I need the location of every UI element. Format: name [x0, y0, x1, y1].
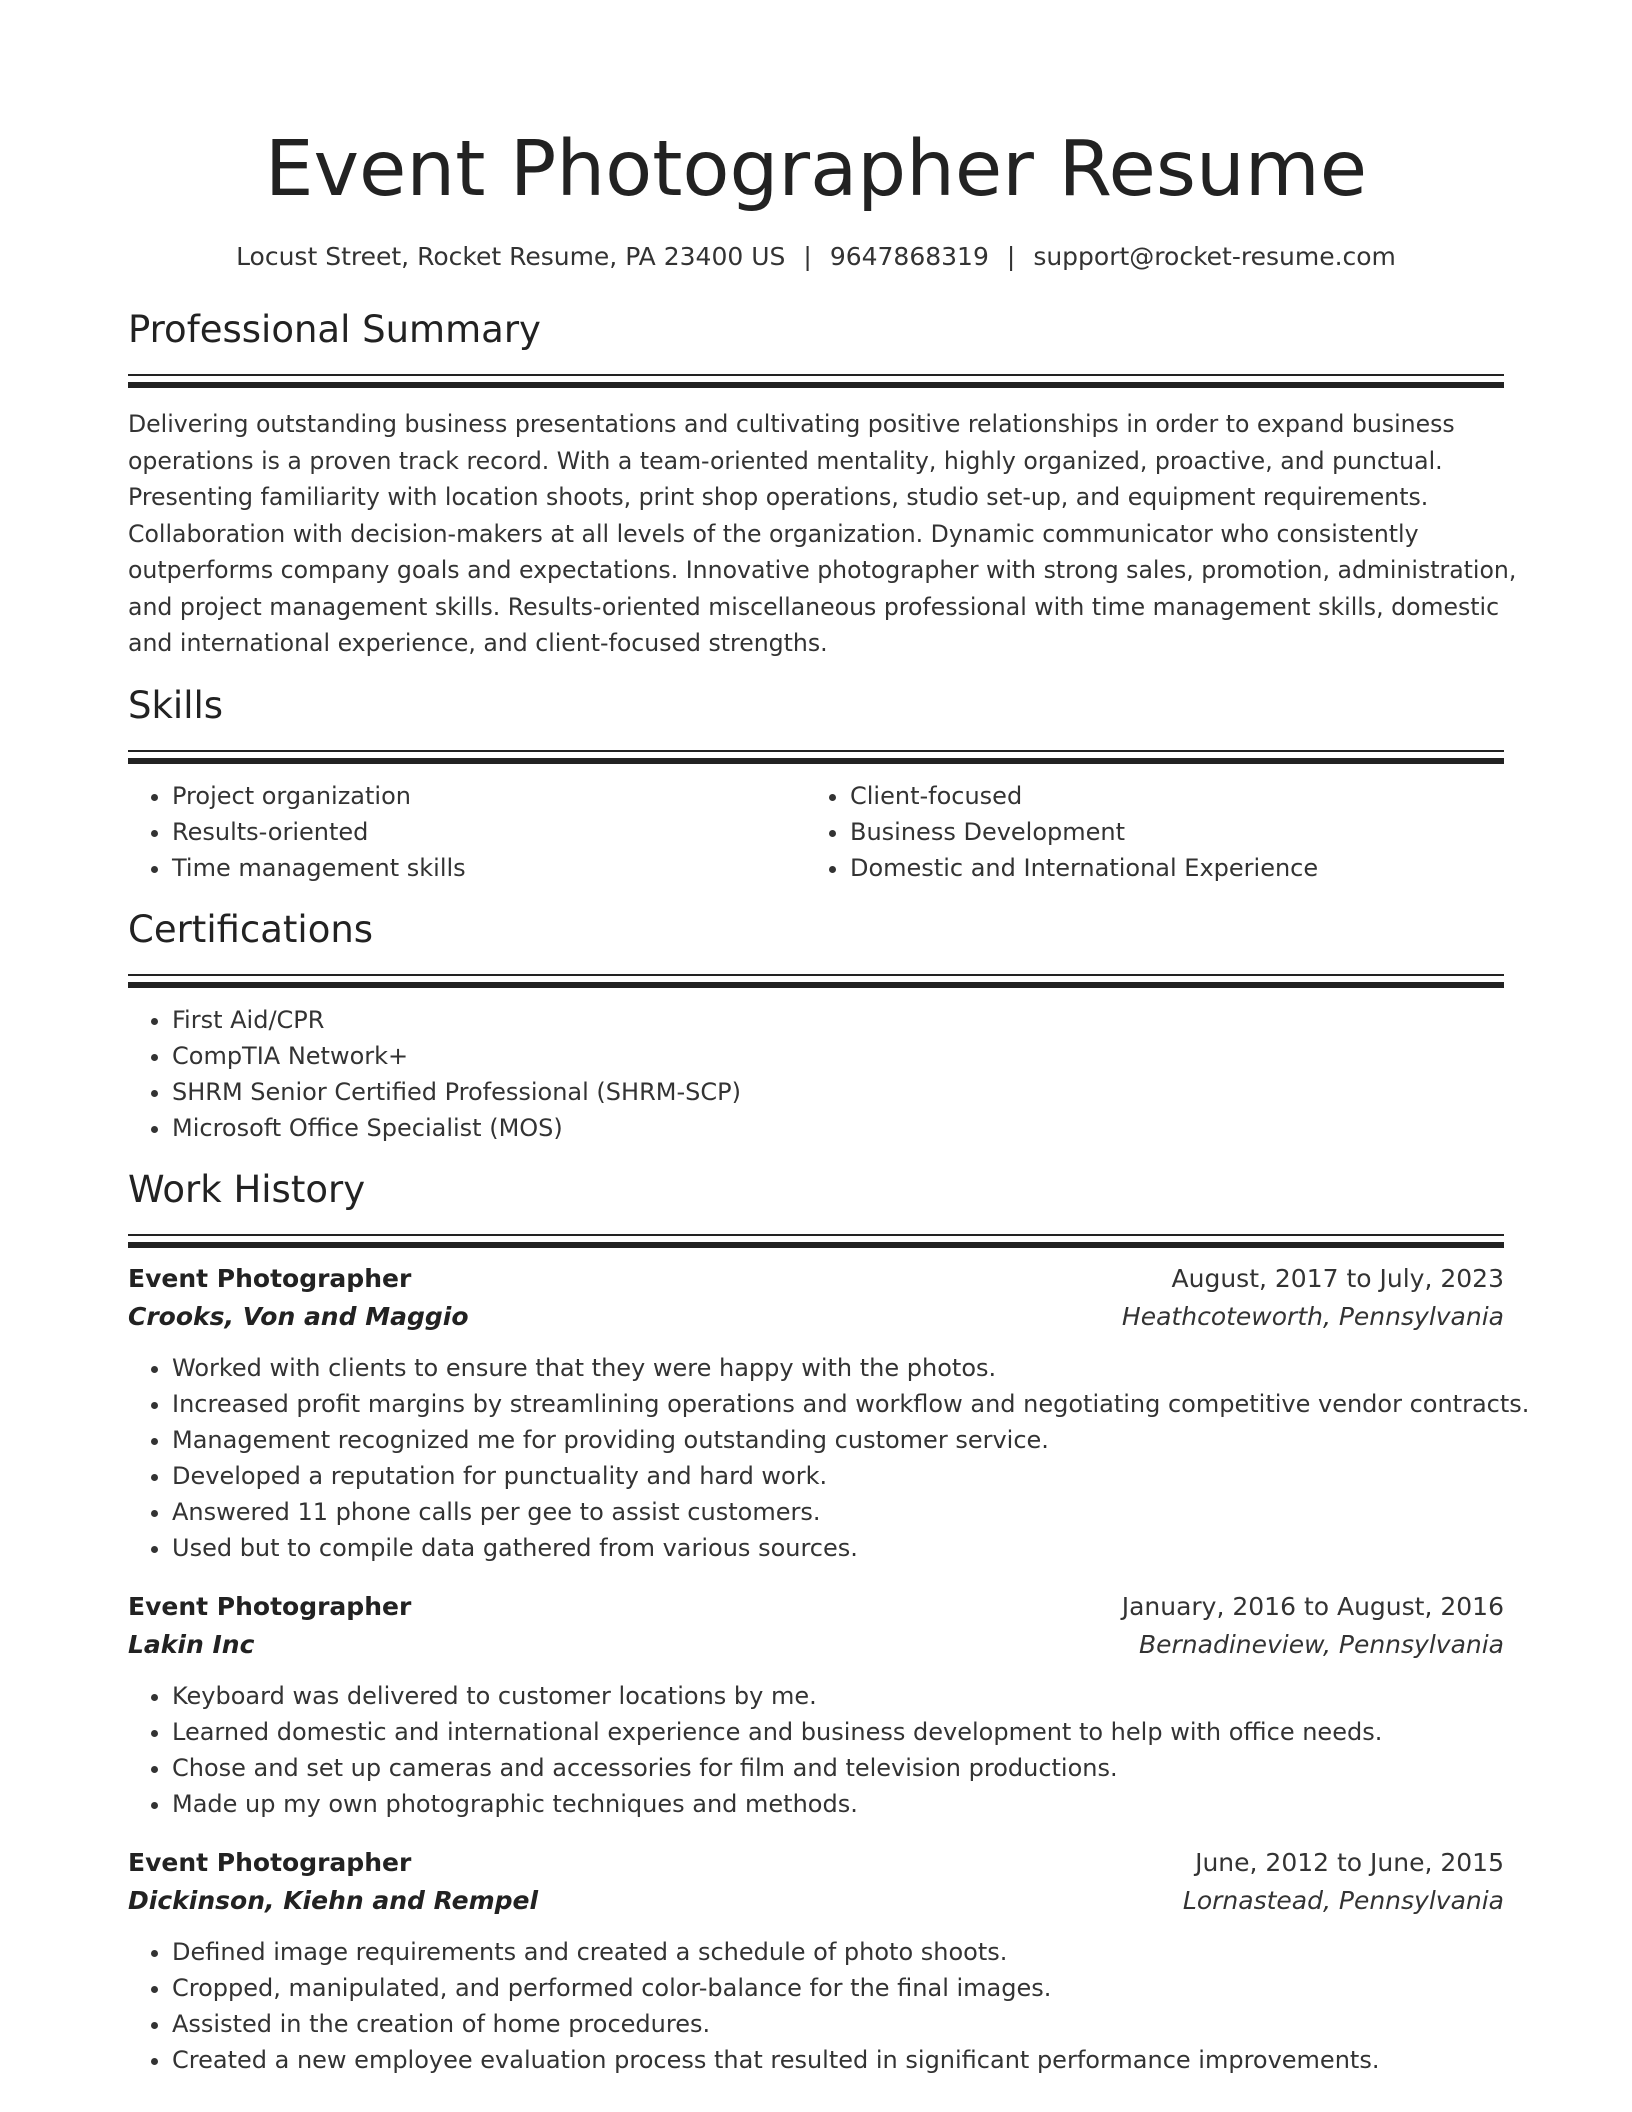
work-history-section	[128, 1166, 1530, 2078]
job-dates: August, 2017 to July, 2023	[1171, 1263, 1504, 1293]
certification-item: • Microsoft Office Specialist (MOS)	[172, 1110, 1504, 1146]
job-subheader	[128, 1298, 1504, 1336]
job-dates: June, 2012 to June, 2015	[1195, 1847, 1504, 1877]
job-header	[128, 1588, 1504, 1626]
job-dates: January, 2016 to August, 2016	[1121, 1591, 1504, 1621]
job-bullets	[128, 1934, 1504, 2078]
job-bullet: • Cropped, manipulated, and performed color-balance for the final images.	[172, 1970, 1504, 2006]
job-header	[128, 1260, 1504, 1298]
job-bullet: • Developed a reputation for punctuality and hard work.	[172, 1458, 1504, 1494]
job-company: Crooks, Von and Maggio	[128, 1301, 469, 1331]
skills-section	[128, 682, 1504, 886]
summary-section	[128, 306, 1517, 662]
skill-item: • Business Development	[850, 814, 1484, 850]
job-bullet: • Management recognized me for providing outstanding customer service.	[172, 1422, 1504, 1458]
job-bullet: • Answered 11 phone calls per gee to assist customers.	[172, 1494, 1504, 1530]
job-location: Lornastead, Pennsylvania	[1182, 1885, 1504, 1915]
summary-line: and project management skills. Results-oriented miscellaneous professional with time management skills, domestic	[128, 592, 1500, 621]
job-subheader	[128, 1626, 1504, 1664]
certifications-section	[128, 906, 1504, 1146]
job-location: Bernadineview, Pennsylvania	[1138, 1629, 1504, 1659]
skills-list-right	[806, 778, 1484, 886]
job-title: Event Photographer	[128, 1847, 412, 1877]
summary-line: Delivering outstanding business presentations and cultivating positive relationships in order to expand business	[128, 410, 1455, 438]
contact-separator: |	[803, 242, 812, 271]
skill-item: • Client-focused	[850, 778, 1484, 814]
summary-line: and international experience, and client-focused strengths.	[128, 629, 828, 657]
job-bullet: • Made up my own photographic techniques and methods.	[172, 1786, 1504, 1822]
job-bullets	[128, 1350, 1530, 1566]
resume-page	[128, 0, 1530, 2078]
section-title-summary: Professional Summary	[128, 308, 541, 351]
section-divider	[128, 374, 1504, 388]
job-entry	[128, 1260, 1530, 1566]
contact-email: support@rocket-resume.com	[1033, 242, 1396, 271]
job-subheader	[128, 1882, 1504, 1920]
job-header	[128, 1844, 1504, 1882]
section-title-skills: Skills	[128, 683, 224, 727]
contact-line	[128, 240, 1504, 274]
contact-address: Locust Street, Rocket Resume, PA 23400 US	[236, 242, 786, 271]
job-bullet: • Keyboard was delivered to customer locations by me.	[172, 1678, 1504, 1714]
certification-item: • CompTIA Network+	[172, 1038, 1504, 1074]
job-bullet: • Used but to compile data gathered from various sources.	[172, 1530, 1504, 1566]
job-bullet: • Chose and set up cameras and accessories for film and television productions.	[172, 1750, 1504, 1786]
job-location: Heathcoteworth, Pennsylvania	[1121, 1301, 1504, 1331]
skill-item: • Domestic and International Experience	[850, 850, 1484, 886]
summary-line: operations is a proven track record. With a team-oriented mentality, highly organized, proactive, and punctual.	[128, 446, 1443, 475]
resume-title: Event Photographer Resume	[264, 125, 1368, 214]
job-title: Event Photographer	[128, 1591, 412, 1621]
job-title: Event Photographer	[128, 1263, 412, 1293]
summary-text	[128, 406, 1517, 662]
job-bullets	[128, 1678, 1504, 1822]
contact-phone: 9647868319	[829, 242, 989, 271]
skill-item: • Time management skills	[172, 850, 806, 886]
job-bullet: • Assisted in the creation of home procedures.	[172, 2006, 1504, 2042]
job-bullet: • Defined image requirements and created a schedule of photo shoots.	[172, 1934, 1504, 1970]
summary-line: Collaboration with decision-makers at all levels of the organization. Dynamic communicator who consistently	[128, 519, 1419, 548]
section-divider	[128, 1234, 1504, 1248]
certification-item: • SHRM Senior Certified Professional (SHRM-SCP)	[172, 1074, 1504, 1110]
section-title-certifications: Certifications	[128, 907, 374, 951]
skill-item: • Results-oriented	[172, 814, 806, 850]
certifications-list	[128, 1002, 1504, 1146]
summary-line: outperforms company goals and expectations. Innovative photographer with strong sales, promotion, administration,	[128, 556, 1517, 584]
skills-grid	[128, 778, 1504, 886]
certification-item: • First Aid/CPR	[172, 1002, 1504, 1038]
job-bullet: • Worked with clients to ensure that they were happy with the photos.	[172, 1350, 1504, 1386]
skill-item: • Project organization	[172, 778, 806, 814]
job-bullet: • Increased profit margins by streamlining operations and workflow and negotiating competitive vendor contracts.	[172, 1386, 1504, 1422]
job-bullet: • Created a new employee evaluation process that resulted in significant performance improvements.	[172, 2042, 1504, 2078]
summary-line: Presenting familiarity with location shoots, print shop operations, studio set-up, and equipment requirements.	[128, 483, 1429, 511]
job-company: Dickinson, Kiehn and Rempel	[128, 1885, 539, 1915]
section-title-work-history: Work History	[128, 1167, 366, 1211]
section-divider	[128, 750, 1504, 764]
job-bullet: • Learned domestic and international experience and business development to help with office needs.	[172, 1714, 1504, 1750]
job-entry	[128, 1844, 1504, 2078]
contact-separator: |	[1006, 242, 1016, 271]
job-entry	[128, 1588, 1504, 1822]
skills-list-left	[128, 778, 806, 886]
job-company: Lakin Inc	[128, 1629, 255, 1659]
section-divider	[128, 974, 1504, 988]
